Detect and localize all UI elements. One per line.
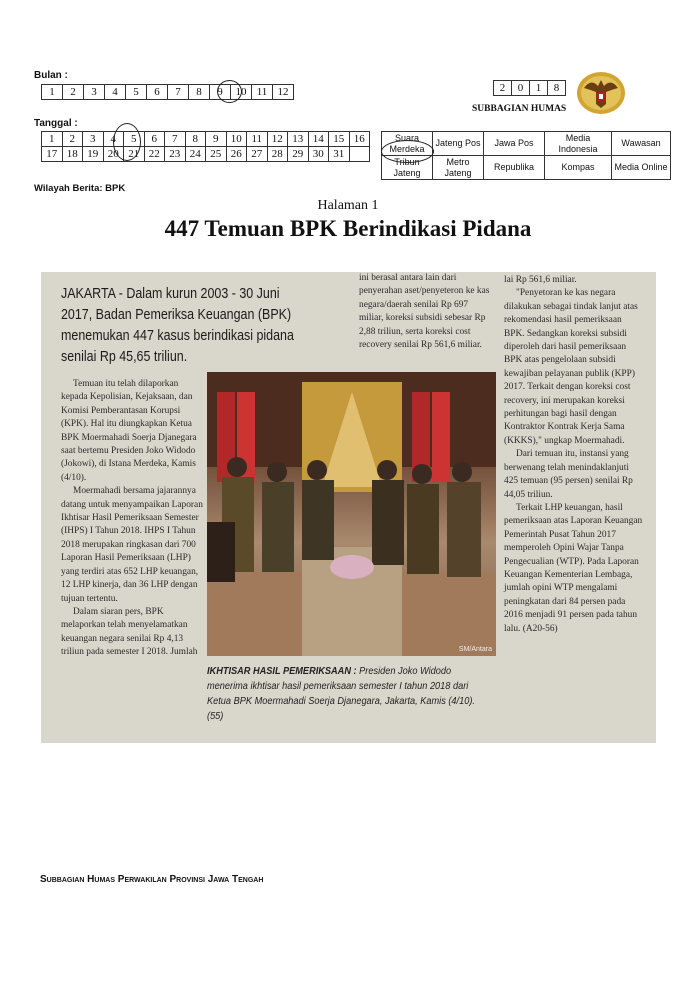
date-cell: 14 <box>308 132 329 147</box>
col2-paragraph: ini berasal antara lain dari penyerahan aset/penyeteron ke kas negara/daerah senilai Rp 697 miliar, koreksi subsidi sebesar Rp 2,88 triliun, serta koreksi cost recovery senilai Rp 561,6 miliar. <box>359 273 490 351</box>
media-outlet-cell: Jateng Pos <box>433 132 484 156</box>
date-cell: 31 <box>329 147 350 162</box>
media-outlet-cell: Media Indonesia <box>545 132 612 156</box>
date-cell: 27 <box>247 147 268 162</box>
media-outlet-cell: Wawasan <box>612 132 671 156</box>
media-outlet-cell: Jawa Pos <box>484 132 545 156</box>
date-cell: 9 <box>206 132 227 147</box>
bulan-label: Bulan : <box>34 70 68 81</box>
date-cell: 22 <box>144 147 165 162</box>
date-cell: 12 <box>267 132 288 147</box>
month-cell: 10 <box>231 85 252 100</box>
garuda-emblem-icon <box>576 70 626 116</box>
date-cell: 15 <box>329 132 350 147</box>
date-cell: 6 <box>144 132 165 147</box>
date-grid <box>41 131 370 162</box>
date-cell: 5 <box>124 132 145 147</box>
newspaper-clipping <box>41 272 656 743</box>
year-digit-cell: 0 <box>512 81 530 96</box>
month-cell: 4 <box>105 85 126 100</box>
date-cell: 29 <box>288 147 309 162</box>
month-cell: 3 <box>84 85 105 100</box>
date-cell: 13 <box>288 132 309 147</box>
date-cell: 7 <box>165 132 186 147</box>
date-cell: 19 <box>83 147 104 162</box>
col1-paragraph: Temuan itu telah dilaporkan kepada Kepolisian, Kejaksaan, dan Komisi Pemberantasan Korupsi (KPK). Hal itu diungkapkan Ketua BPK Moermahadi Soerja Djanegara saat bertemu Presiden Joko Widodo (Jokowi), di Istana Merdeka, Kamis (4/10). <box>61 379 197 483</box>
month-cell: 1 <box>42 85 63 100</box>
year-digit-cell: 1 <box>530 81 548 96</box>
date-cell: 16 <box>349 132 370 147</box>
wilayah-berita: Wilayah Berita: BPK <box>34 183 126 194</box>
year-box <box>493 80 566 96</box>
month-cell: 6 <box>147 85 168 100</box>
article-column-3 <box>504 274 644 636</box>
month-cell: 11 <box>252 85 273 100</box>
date-cell: 23 <box>165 147 186 162</box>
col3-paragraph: Terkait LHP keuangan, hasil pemeriksaan atas Laporan Keuangan Pemerintah Pusat Tahun 2017 memperoleh Opini Wajar Tanpa Pengecualian (WTP). Pada Laporan Keuangan Kementerian Lembaga, jumlah opini WTP mengalami peningkatan dari 84 persen pada 2016 menjadi 91 persen pada tahun lalu. (A20-56) <box>504 502 643 634</box>
selected-media-circle <box>381 140 434 163</box>
date-cell: 26 <box>226 147 247 162</box>
article-column-2 <box>359 272 493 352</box>
date-cell: 21 <box>124 147 145 162</box>
date-cell: 24 <box>185 147 206 162</box>
date-cell: 10 <box>226 132 247 147</box>
col3-paragraph: "Penyetoran ke kas negara dilakukan sebagai tindak lanjut atas rekomendasi hasil pemeriksaan BPK. Sedangkan koreksi subsidi diperoleh dari hasil pemeriksaan BPK atas pengelolaan subsidi kewajiban pelayanan publik (KPP) 2017. Terkait dengan koreksi cost recovery, ini merupakan koreksi perhitungan bagi hasil dengan Kontraktor Kontrak Kerja Sama (KKKS)," ungkap Moermahadi. <box>504 288 638 446</box>
photo-caption <box>207 664 476 724</box>
col3-paragraph: Dari temuan itu, instansi yang berwenang telah menindaklanjuti 425 temuan (95 persen) senilai Rp 44,05 triliun. <box>504 449 633 500</box>
date-cell <box>349 147 370 162</box>
month-cell: 2 <box>63 85 84 100</box>
org-name: SUBBAGIAN HUMAS <box>472 104 567 114</box>
col1-paragraph: Moermahadi bersama jajarannya datang untuk menyampaikan Laporan Ikhtisar Hasil Pemeriksaan Semester (IHPS) I Tahun 2018. IHPS I Tahun 2018 merupakan ringkasan dari 700 Laporan Hasil Pemeriksaan (LHP) yang terdiri atas 652 LHP keuangan, 12 LHP kinerja, dan 36 LHP dengan tujuan tertentu. <box>61 486 203 604</box>
date-cell: 20 <box>103 147 124 162</box>
photo-credit: SM/Antara <box>458 646 492 653</box>
year-digit-cell: 2 <box>494 81 512 96</box>
date-cell: 3 <box>83 132 104 147</box>
date-cell: 8 <box>185 132 206 147</box>
month-grid <box>41 84 294 100</box>
date-cell: 28 <box>267 147 288 162</box>
month-cell: 5 <box>126 85 147 100</box>
date-cell: 11 <box>247 132 268 147</box>
date-cell: 25 <box>206 147 227 162</box>
media-outlet-cell: Suara Merdeka <box>382 132 433 156</box>
media-outlet-cell: Media Online <box>612 156 671 180</box>
month-cell: 12 <box>273 85 294 100</box>
news-photo <box>207 372 496 656</box>
year-digit-cell: 8 <box>548 81 566 96</box>
date-cell: 18 <box>62 147 83 162</box>
footer-text: Subbagian Humas Perwakilan Provinsi Jawa Tengah <box>40 874 264 885</box>
date-cell: 1 <box>42 132 63 147</box>
meeting-scene-image <box>207 372 496 656</box>
article-lead: JAKARTA - Dalam kurun 2003 - 30 Juni 2017, Badan Pemeriksa Keuangan (BPK) menemukan 447 kasus berindikasi pidana senilai Rp 45,65 triliun. <box>61 286 294 365</box>
media-outlet-cell: Republika <box>484 156 545 180</box>
article-column-1 <box>61 378 207 660</box>
selected-date-circle <box>113 123 141 161</box>
page-number: Halaman 1 <box>317 198 379 213</box>
caption-title: IKHTISAR HASIL PEMERIKSAAN : <box>207 666 357 677</box>
date-cell: 17 <box>42 147 63 162</box>
col3-paragraph: lai Rp 561,6 miliar. <box>504 275 577 285</box>
media-outlet-cell: Tribun Jateng <box>382 156 433 180</box>
date-cell: 30 <box>308 147 329 162</box>
date-cell: 4 <box>103 132 124 147</box>
selected-month-circle <box>217 80 242 103</box>
month-cell: 8 <box>189 85 210 100</box>
month-cell: 9 <box>210 85 231 100</box>
media-outlet-cell: Kompas <box>545 156 612 180</box>
month-cell: 7 <box>168 85 189 100</box>
caption-text: Presiden Joko Widodo menerima ikhtisar hasil pemeriksaan semester I tahun 2018 dari Ketua BPK Moermahadi Soerja Djanegara, Jakarta, Kamis (4/10). (55) <box>207 666 475 722</box>
col1-paragraph: Dalam siaran pers, BPK melaporkan telah menyelamatkan keuangan negara senilai Rp 4,13 triliun pada semester I 2018. Jumlah <box>61 606 198 658</box>
date-cell: 2 <box>62 132 83 147</box>
tanggal-label: Tanggal : <box>34 118 78 129</box>
headline: 447 Temuan BPK Berindikasi Pidana <box>164 216 532 241</box>
media-outlet-cell: Metro Jateng <box>433 156 484 180</box>
